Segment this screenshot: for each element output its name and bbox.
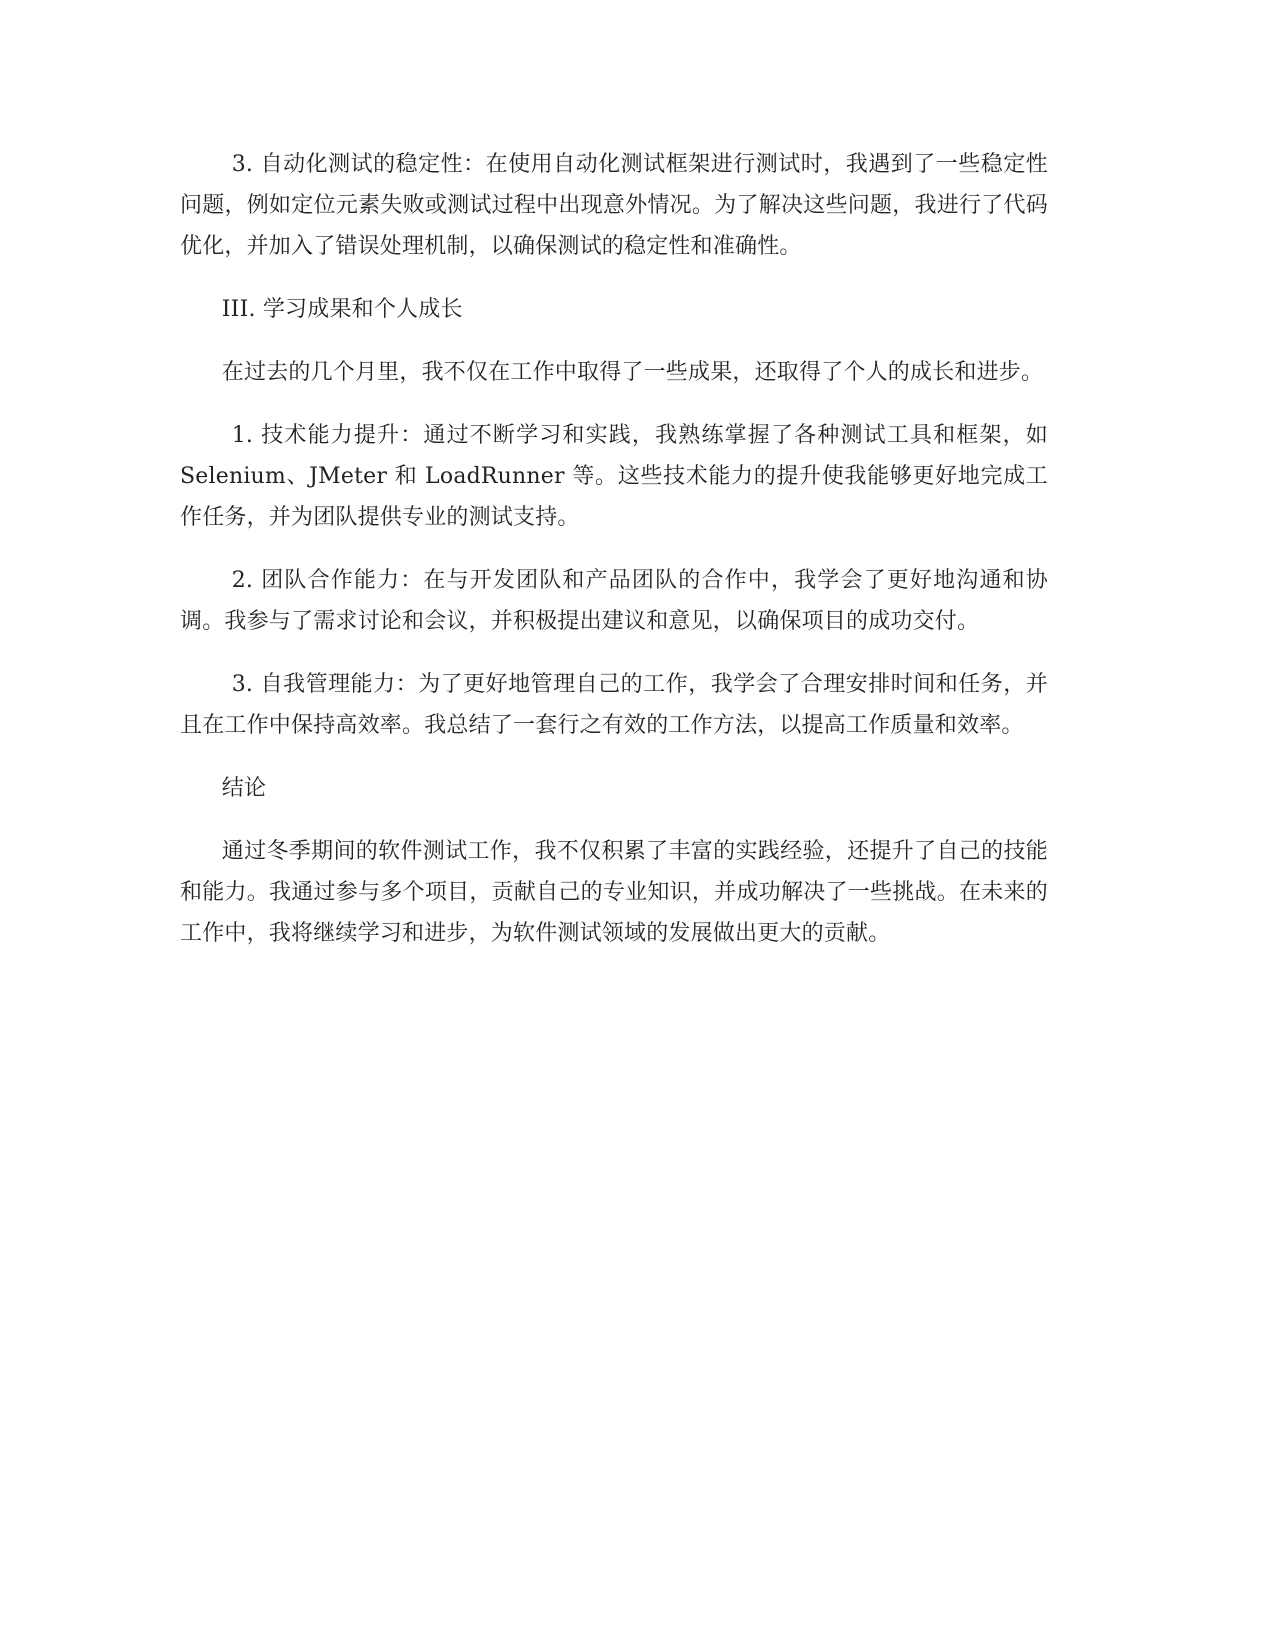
paragraph-automation-stability: 3. 自动化测试的稳定性：在使用自动化测试框架进行测试时，我遇到了一些稳定性问题，例如定位元素失败或测试过程中出现意外情况。为了解决这些问题，我进行了代码优化，并加入了错误处理机制，以确保测试的稳定性和准确性。 xyxy=(180,152,1048,259)
document-body xyxy=(180,144,1048,976)
paragraph-growth-intro: 在过去的几个月里，我不仅在工作中取得了一些成果，还取得了个人的成长和进步。 xyxy=(221,360,1044,385)
paragraph-conclusion: 通过冬季期间的软件测试工作，我不仅积累了丰富的实践经验，还提升了自己的技能和能力。我通过参与多个项目，贡献自己的专业知识，并成功解决了一些挑战。在未来的工作中，我将继续学习和进步，为软件测试领域的发展做出更大的贡献。 xyxy=(180,839,1048,946)
paragraph-technical-skills: 1. 技术能力提升：通过不断学习和实践，我熟练掌握了各种测试工具和框架，如 Selenium、JMeter 和 LoadRunner 等。这些技术能力的提升使我能够更好地完成工作任务，并为团队提供专业的测试支持。 xyxy=(180,423,1048,530)
paragraph-teamwork: 2. 团队合作能力：在与开发团队和产品团队的合作中，我学会了更好地沟通和协调。我参与了需求讨论和会议，并积极提出建议和意见，以确保项目的成功交付。 xyxy=(180,568,1048,634)
section-heading-conclusion: 结论 xyxy=(221,776,267,801)
section-heading-learning-outcomes: III. 学习成果和个人成长 xyxy=(221,297,463,322)
paragraph-self-management: 3. 自我管理能力：为了更好地管理自己的工作，我学会了合理安排时间和任务，并且在工作中保持高效率。我总结了一套行之有效的工作方法，以提高工作质量和效率。 xyxy=(180,672,1048,738)
